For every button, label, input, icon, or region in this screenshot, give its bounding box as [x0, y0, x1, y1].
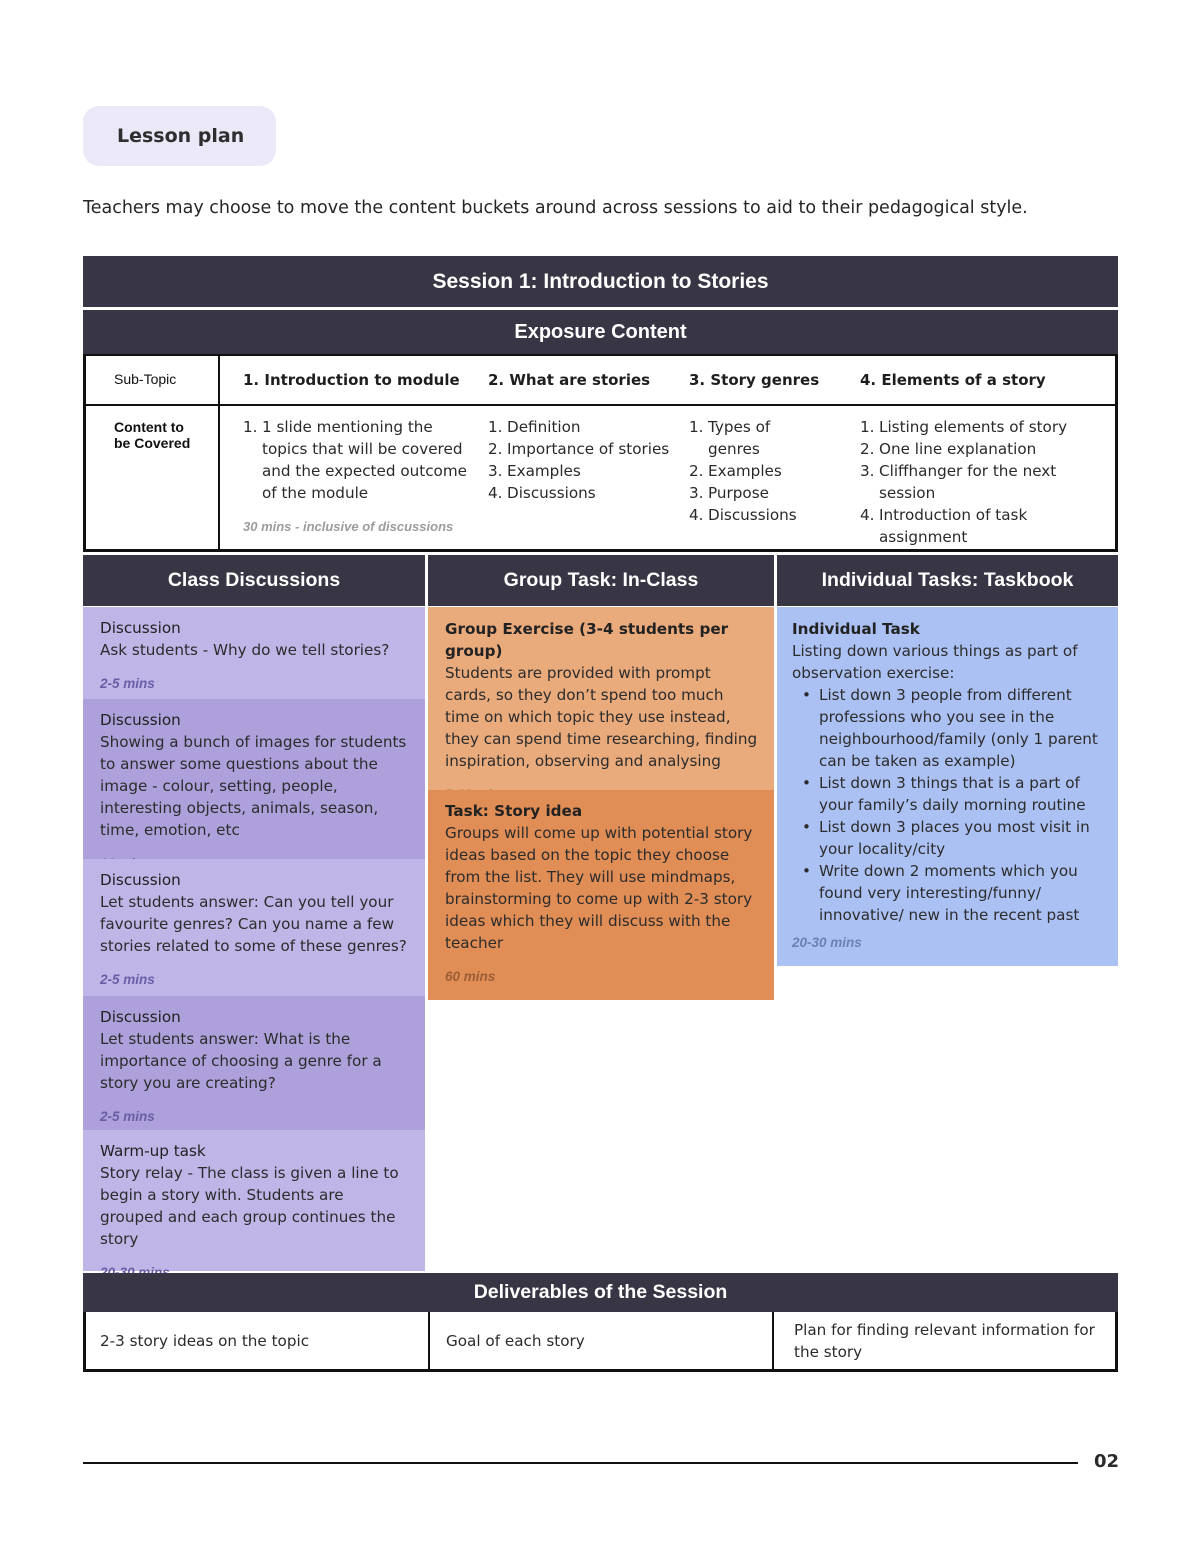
list-item: 1. Listing elements of story — [860, 418, 1068, 436]
intro-text: Teachers may choose to move the content buckets around across sessions to aid to their pedagogical style. — [83, 198, 1028, 218]
block-title: Warm-up task — [100, 1142, 206, 1160]
content-row-label — [114, 419, 190, 451]
discussion-block — [83, 859, 425, 996]
deliverables-table — [83, 1312, 1118, 1372]
warmup-block — [83, 1130, 425, 1271]
session-title: Session 1: Introduction to Stories — [83, 256, 1118, 307]
block-time: 2-5 mins — [100, 676, 155, 691]
subtopic-heading: 2. What are stories — [488, 371, 651, 389]
block-body: Listing down various things as part of observation exercise: — [792, 642, 1078, 682]
block-title: Discussion — [100, 619, 181, 637]
block-title: Group Exercise (3-4 students per group) — [445, 620, 729, 660]
block-body: Story relay - The class is given a line to begin a story with. Students are grouped and each group continues the story — [100, 1164, 399, 1248]
block-title: Discussion — [100, 871, 181, 889]
group-task-heading: Group Task: In-Class — [428, 555, 774, 606]
list-item: 1. Definition — [488, 418, 581, 436]
discussion-block — [83, 699, 425, 859]
block-title: Discussion — [100, 1008, 181, 1026]
page-number: 02 — [1094, 1451, 1120, 1472]
group-exercise-block — [428, 607, 774, 790]
list-item: • Write down 2 moments which you found very interesting/funny/ innovative/ new in the recent past — [792, 860, 1102, 926]
footer-rule — [83, 1462, 1078, 1464]
discussion-block — [83, 996, 425, 1130]
discussion-block — [83, 607, 425, 699]
content-list — [243, 416, 468, 504]
deliverable-item: Goal of each story — [446, 1331, 585, 1350]
block-body: Groups will come up with potential story ideas based on the topic they choose from the list. They will use mindmaps, brainstorming to come up with 2-3 story ideas which they will discuss with the teacher — [445, 824, 753, 952]
class-discussions-heading: Class Discussions — [83, 555, 425, 606]
block-time: 2-5 mins — [100, 1109, 155, 1124]
list-item: 1. Types of genres — [689, 418, 771, 458]
list-item: 2. Importance of stories — [488, 440, 670, 458]
subtopic-heading: 4. Elements of a story — [860, 371, 1046, 389]
deliverables-heading: Deliverables of the Session — [83, 1273, 1118, 1312]
story-idea-block — [428, 790, 774, 1000]
subtopic-row-label: Sub-Topic — [114, 371, 177, 387]
table-divider — [772, 1312, 774, 1369]
deliverable-item: 2-3 story ideas on the topic — [100, 1331, 310, 1350]
content-list — [488, 416, 678, 504]
individual-tasks-heading: Individual Tasks: Taskbook — [777, 555, 1118, 606]
block-time: 60 mins — [445, 969, 496, 984]
content-row-label-line2: be Covered — [114, 435, 191, 451]
content-row-label-line1: Content to — [114, 419, 184, 435]
list-item: • List down 3 places you most visit in your locality/city — [792, 816, 1102, 860]
block-title: Task: Story idea — [445, 802, 583, 820]
block-body: Showing a bunch of images for students to answer some questions about the image - colour, setting, people, interesting objects, animals, season, time, emotion, etc — [100, 733, 407, 839]
content-list — [689, 416, 814, 526]
duration-note: 30 mins - inclusive of discussions — [243, 519, 454, 534]
list-item: • List down 3 people from different professions who you see in the neighbourhood/family (only 1 parent can be taken as example) — [792, 684, 1102, 772]
list-item: 2. One line explanation — [860, 440, 1037, 458]
block-time: 20-30 mins — [792, 935, 862, 950]
block-body: Students are provided with prompt cards, so they don’t spend too much time on which topic they use instead, they can spend time researching, finding inspiration, observing and analysing — [445, 664, 758, 770]
individual-task-block — [777, 607, 1118, 966]
list-item: 1. 1 slide mentioning the topics that will be covered and the expected outcome of the module — [243, 418, 467, 502]
subtopic-heading: 1. Introduction to module — [243, 371, 460, 389]
table-divider — [428, 1312, 430, 1369]
list-item: 4. Discussions — [689, 506, 797, 524]
block-title: Individual Task — [792, 620, 920, 638]
exposure-title: Exposure Content — [83, 310, 1118, 354]
block-title: Discussion — [100, 711, 181, 729]
list-item: 4. Introduction of task assignment — [860, 506, 1028, 546]
block-body: Ask students - Why do we tell stories? — [100, 641, 390, 659]
block-body: Let students answer: Can you tell your favourite genres? Can you name a few stories related to some of these genres? — [100, 893, 407, 955]
deliverable-item: Plan for finding relevant information for the story — [794, 1320, 1095, 1361]
block-time: 2-5 mins — [100, 972, 155, 987]
list-item: 3. Examples — [488, 462, 581, 480]
block-body: Let students answer: What is the importance of choosing a genre for a story you are creating? — [100, 1030, 382, 1092]
list-item: 3. Purpose — [689, 484, 769, 502]
list-item: 3. Cliffhanger for the next session — [860, 462, 1057, 502]
table-divider — [218, 356, 220, 549]
content-list — [860, 416, 1115, 548]
subtopic-heading: 3. Story genres — [689, 371, 820, 389]
list-item: • List down 3 things that is a part of your family’s daily morning routine — [792, 772, 1102, 816]
exposure-content-table — [83, 354, 1118, 552]
table-divider — [86, 404, 1115, 406]
list-item: 4. Discussions — [488, 484, 596, 502]
list-item: 2. Examples — [689, 462, 782, 480]
lesson-plan-label: Lesson plan — [83, 106, 276, 166]
